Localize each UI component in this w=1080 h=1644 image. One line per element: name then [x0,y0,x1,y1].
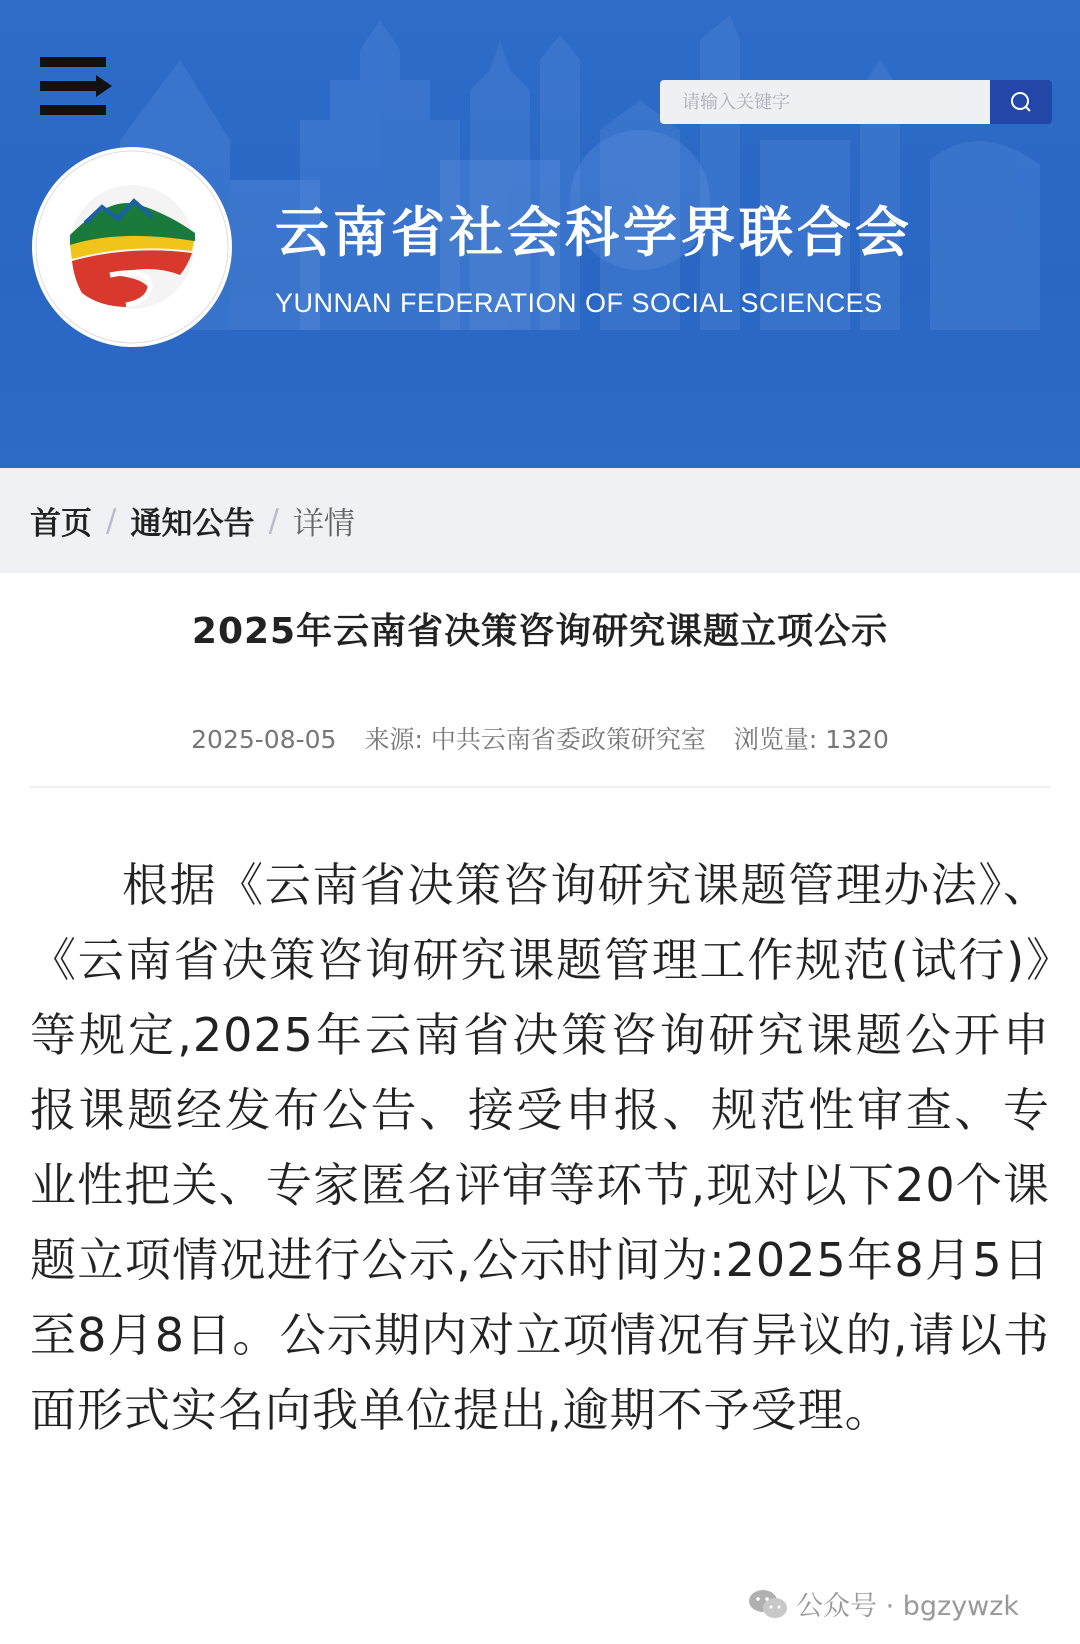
menu-arrow-icon [40,57,112,119]
breadcrumb-separator: / [106,502,117,539]
views-label: 浏览量: [733,725,818,754]
breadcrumb [0,468,1080,573]
source-label: 来源: [364,725,423,754]
search-icon [1009,90,1033,114]
site-title-en: YUNNAN FEDERATION OF SOCIAL SCIENCES [275,288,883,318]
search-input[interactable] [660,80,990,124]
article-views: 1320 [825,725,889,754]
divider [30,786,1050,788]
menu-button[interactable] [40,57,112,119]
breadcrumb-separator: / [268,502,279,539]
search-bar [660,80,1052,124]
article-date: 2025-08-05 [191,725,337,754]
breadcrumb-home[interactable]: 首页 [30,506,92,542]
site-header [0,0,1080,468]
search-button[interactable] [990,80,1052,124]
site-title-cn: 云南省社会科学界联合会 [275,201,913,264]
breadcrumb-notices[interactable]: 通知公告 [130,506,255,542]
breadcrumb-current: 详情 [292,506,355,542]
article-body: 根据《云南省决策咨询研究课题管理办法》、《云南省决策咨询研究课题管理工作规范(试行)》等规定,2025年云南省决策咨询研究课题公开申报课题经发布公告、接受申报、规范性审查、专业性把关、专家匿名评审等环节,现对以下20个课题立项情况进行公示,公示时间为:2025年8月5日至8月8日。公示期内对立项情况有异议的,请以书面形式实名向我单位提出,逾期不予受理。 [30,858,1050,1437]
watermark-text: 公众号 · bgzywzk [796,1591,1020,1622]
federation-logo [30,145,235,350]
article-title: 2025年云南省决策咨询研究课题立项公示 [191,611,889,652]
article-meta [0,720,1080,756]
wechat-icon [748,1588,788,1620]
article-source: 中共云南省委政策研究室 [430,725,706,754]
wechat-watermark [748,1584,1019,1623]
